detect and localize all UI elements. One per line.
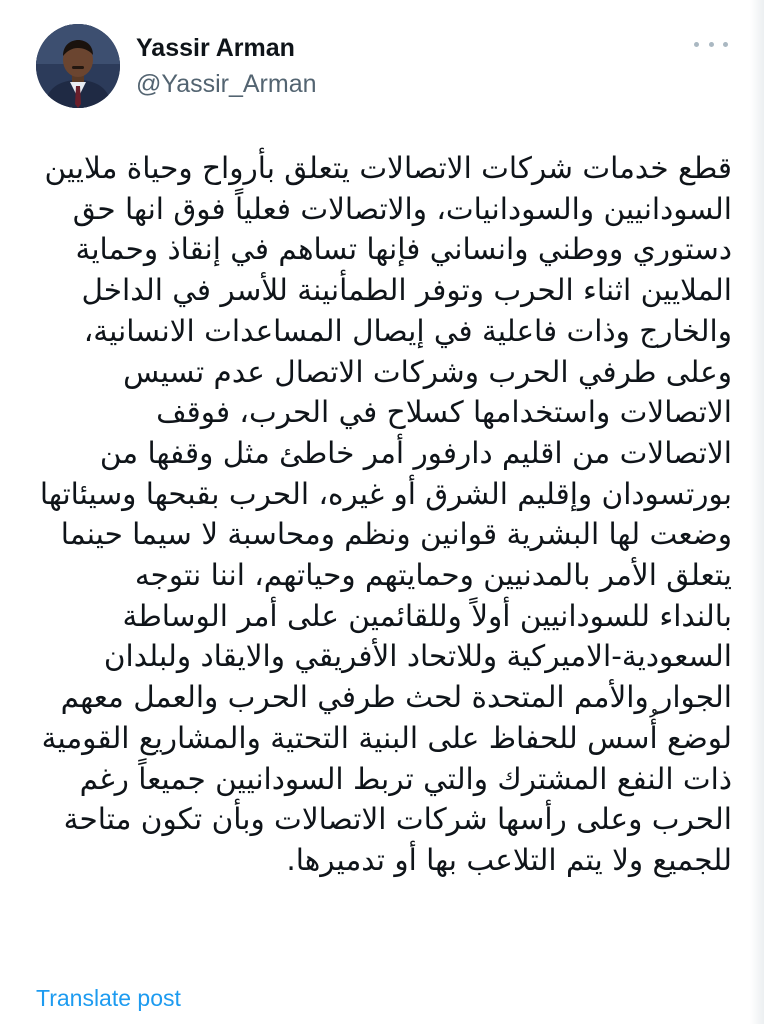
- page-edge: [750, 0, 764, 1024]
- post-text-line: بورتسودان وإقليم الشرق أو غيره، الحرب بقبحها وسيئاتها: [39, 476, 732, 511]
- post-text-line: للجميع ولا يتم التلاعب بها أو تدميرها.: [286, 842, 732, 877]
- post-text-line: الحرب وعلى رأسها شركات الاتصالات وبأن تكون متاحة: [63, 802, 732, 837]
- more-dot: [709, 42, 714, 47]
- user-avatar-photo-icon: [36, 24, 120, 108]
- author-handle[interactable]: @Yassir_Arman: [136, 70, 317, 98]
- post-text-line: والخارج وذات فاعلية في إيصال المساعدات الانسانية،: [83, 313, 732, 348]
- post-text-line: لوضع أُسس للحفاظ على البنية التحتية والمشاريع القومية: [41, 720, 732, 755]
- translate-post-link[interactable]: Translate post: [36, 985, 181, 1011]
- post-text-line: ذات النفع المشترك والتي تربط السودانيين جميعاً رغم: [79, 761, 732, 796]
- avatar[interactable]: [36, 24, 120, 108]
- more-dot: [723, 42, 728, 47]
- post-text-line: وعلى طرفي الحرب وشركات الاتصال عدم تسيس: [123, 354, 732, 389]
- post-text-line: بالنداء للسودانيين أولاً وللقائمين على أمر الوساطة: [122, 598, 732, 633]
- post-text: [34, 148, 732, 881]
- post-text-line: قطع خدمات شركات الاتصالات يتعلق بأرواح وحياة ملايين: [44, 151, 732, 185]
- post-text-line: الاتصالات من اقليم دارفور أمر خاطئ مثل وقفها من: [99, 435, 732, 470]
- post-text-line: دستوري ووطني وانساني فإنها تساهم في إنقاذ وحماية: [75, 232, 732, 267]
- post-text-line: يتعلق الأمر بالمدنيين وحمايتهم وحياتهم، اننا نتوجه: [134, 558, 732, 593]
- post-text-line: الجوار والأمم المتحدة لحث طرفي الحرب والعمل معهم: [60, 680, 732, 715]
- post-text-line: السعودية-الاميركية وللاتحاد الأفريقي والايقاد ولبلدان: [103, 639, 732, 674]
- post-text-line: الاتصالات واستخدامها كسلاح في الحرب، فوقف: [156, 395, 732, 430]
- author-name[interactable]: Yassir Arman: [136, 34, 295, 62]
- more-options-button[interactable]: [694, 34, 728, 54]
- post-text-line: السودانيين والسودانيات، والاتصالات فعلياً فوق انها حق: [72, 191, 732, 226]
- more-horizontal-icon: [694, 42, 699, 47]
- post-text-line: وضعت لها البشرية قوانين ونظم ومحاسبة لا سيما حينما: [60, 517, 732, 552]
- post-text-line: الملايين اثناء الحرب وتوفر الطمأنينة للأسر في الداخل: [81, 273, 732, 308]
